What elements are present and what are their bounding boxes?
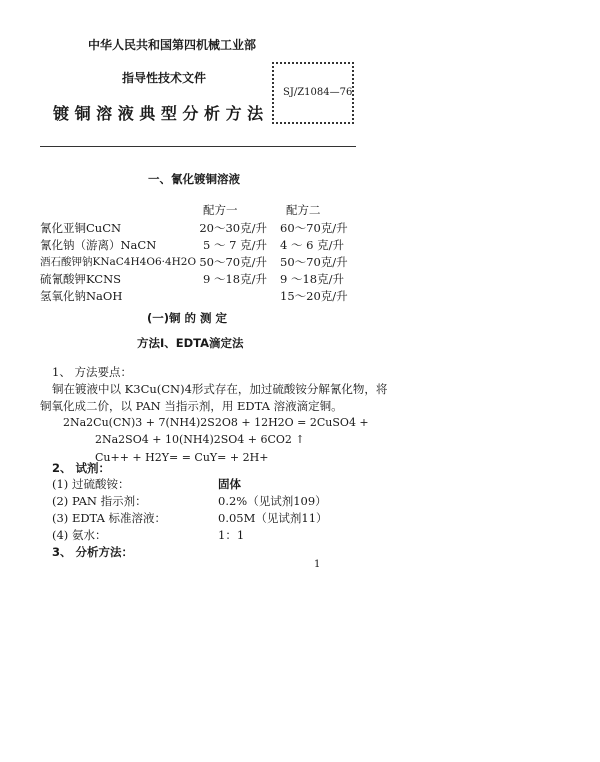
method-heading: 方法Ⅰ、EDTA滴定法: [137, 336, 244, 350]
row-f2: 4 ～ 6 克/升: [280, 238, 344, 252]
paragraph-line: 铜在镀液中以 K3Cu(CN)4形式存在，加过硫酸铵分解氰化物，将: [52, 382, 388, 396]
row-name: 氰化亚铜CuCN: [40, 221, 122, 235]
row-name: 氰化钠（游离）NaCN: [40, 238, 157, 252]
equation-2: 2Na2SO4 + 10(NH4)2SO4 + 6CO2 ↑: [95, 433, 305, 446]
reagent-value: 固体: [218, 477, 241, 491]
paragraph-line: 铜氧化成二价，以 PAN 当指示剂，用 EDTA 溶液滴定铜。: [40, 399, 343, 413]
row-f2: 50～70克/升: [280, 255, 348, 269]
subsection-heading: (一)铜 的 测 定: [147, 311, 228, 325]
page-number: 1: [314, 559, 321, 570]
row-f1: 9 ～18克/升: [203, 272, 267, 286]
point-3: 3、 分析方法：: [52, 545, 134, 559]
reagent-name: (3) EDTA 标准溶液：: [52, 511, 167, 525]
reagent-value: 0.2%（见试剂109）: [218, 494, 327, 508]
row-f2: 15～20克/升: [280, 289, 348, 303]
row-name: 氢氧化钠NaOH: [40, 289, 123, 303]
row-f1: 20～30克/升: [199, 221, 267, 235]
standard-code: SJ/Z1084—76: [283, 87, 353, 98]
row-f1: 50～70克/升: [199, 255, 267, 269]
point-2: 2、 试剂：: [52, 461, 111, 475]
reagent-name: (4) 氨水：: [52, 528, 107, 542]
reagent-value: 1：1: [218, 528, 245, 542]
equation-1: 2Na2Cu(CN)3 + 7(NH4)2S2O8 + 12H2O = 2CuSO4 +: [63, 416, 369, 429]
ministry-name: 中华人民共和国第四机械工业部: [88, 38, 257, 52]
reagent-value: 0.05M（见试剂11）: [218, 511, 328, 525]
row-f2: 60～70克/升: [280, 221, 348, 235]
row-f2: 9 ～18克/升: [280, 272, 344, 286]
reagent-name: (1) 过硫酸铵：: [52, 477, 130, 491]
row-name: 酒石酸钾钠KNaC4H4O6·4H2O: [40, 256, 197, 268]
col-header-formula-2: 配方二: [286, 203, 321, 217]
document-type: 指导性技术文件: [122, 71, 207, 85]
section-heading: 一、氰化镀铜溶液: [148, 172, 240, 186]
reagent-name: (2) PAN 指示剂：: [52, 494, 147, 508]
header-divider: [40, 146, 356, 147]
col-header-formula-1: 配方一: [203, 203, 238, 217]
document-title: 镀 铜 溶 液 典 型 分 析 方 法: [53, 104, 264, 123]
equation-3: Cu++ + H2Y= = CuY= + 2H+: [95, 451, 269, 464]
row-name: 硫氰酸钾KCNS: [40, 272, 122, 286]
point-1: 1、 方法要点：: [52, 365, 132, 379]
row-f1: 5 ～ 7 克/升: [203, 238, 267, 252]
